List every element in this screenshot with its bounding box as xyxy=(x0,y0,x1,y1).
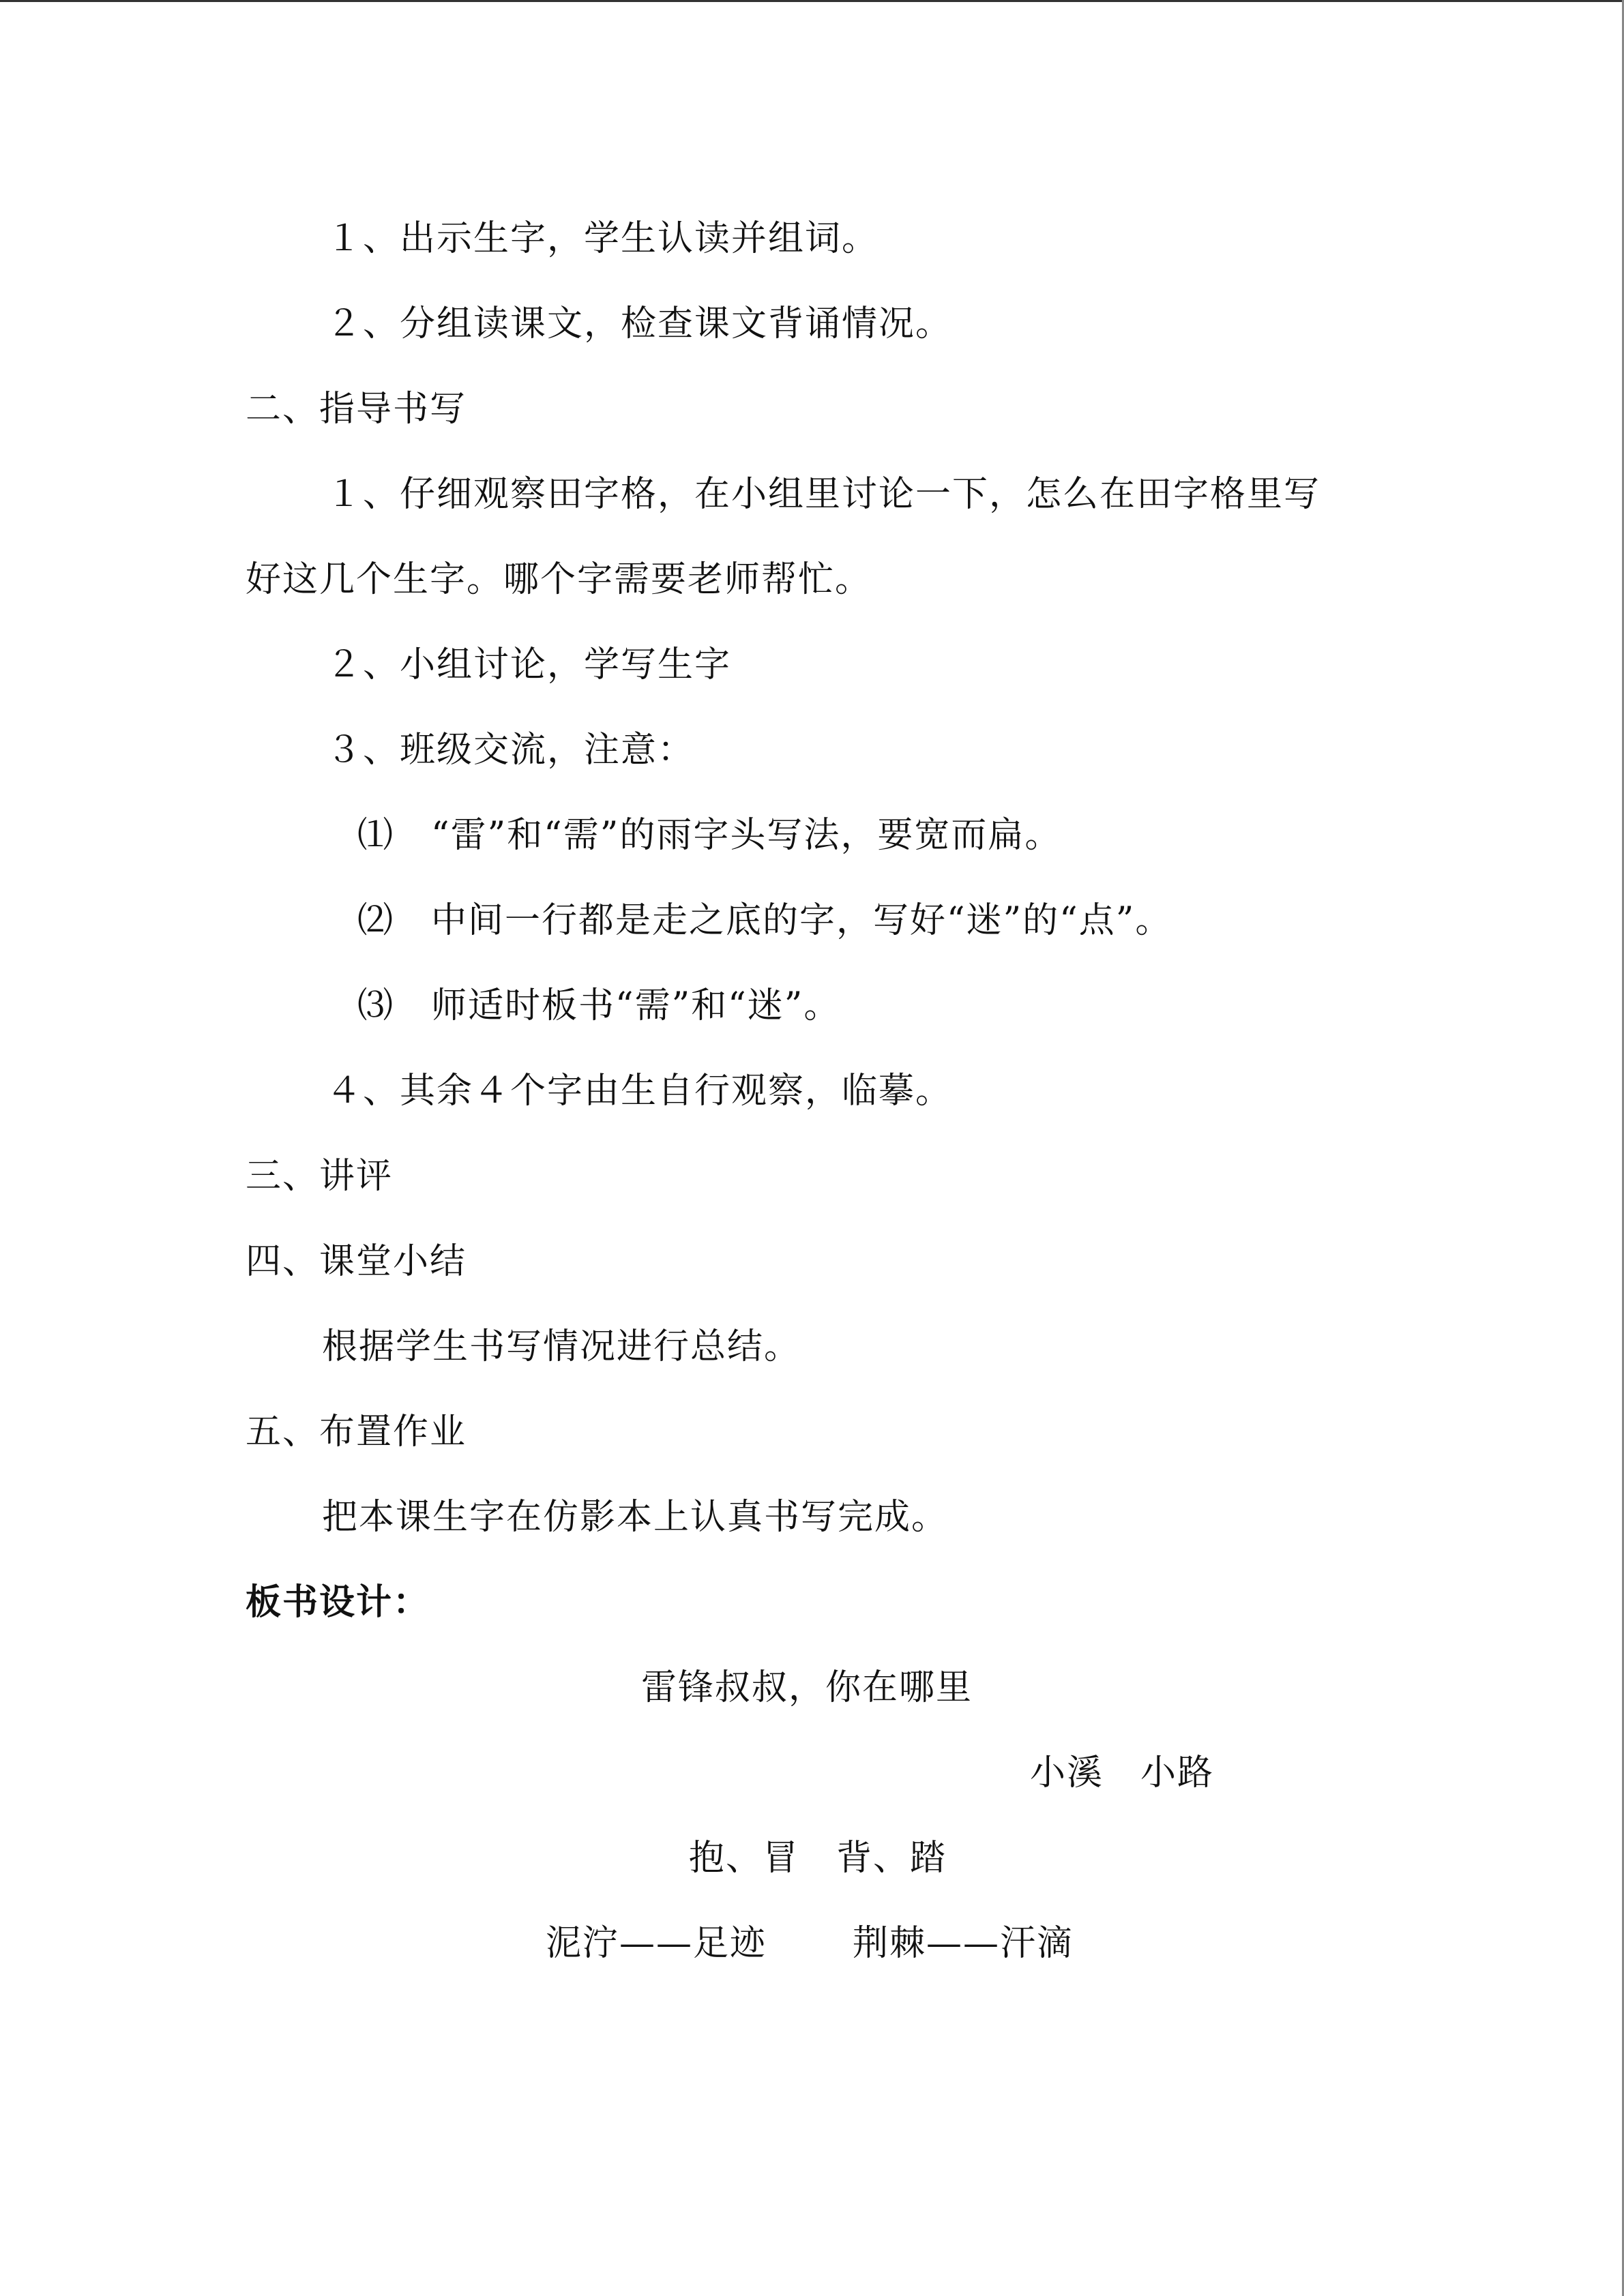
note-1-line: ⑴ “雷”和“需”的雨字头写法，要宽而扁。 xyxy=(357,815,1062,856)
board-places: 小溪 小路 xyxy=(1030,1753,1215,1793)
writing-step-2-line: ２、小组讨论，学写生字 xyxy=(326,644,732,685)
board-design-heading: 板书设计： xyxy=(246,1581,430,1623)
note-2-line: ⑵ 中间一行都是走之底的字，写好“迷”的“点”。 xyxy=(357,900,1172,941)
top-border xyxy=(0,0,1624,2)
step-1-line: １、出示生字，学生认读并组词。 xyxy=(326,218,879,259)
section-3-heading: 三、讲评 xyxy=(246,1156,394,1197)
writing-step-4-line: ４、其余４个字由生自行观察，临摹。 xyxy=(326,1071,953,1112)
writing-step-1-continued: 好这几个生字。哪个字需要老师帮忙。 xyxy=(246,559,872,600)
board-verbs: 抱、冒 背、踏 xyxy=(689,1838,947,1879)
section-2-heading: 二、指导书写 xyxy=(246,389,467,430)
writing-step-1-line: １、仔细观察田字格，在小组里讨论一下，怎么在田字格里写 xyxy=(326,474,1321,515)
homework-line: 把本课生字在仿影本上认真书写完成。 xyxy=(322,1497,949,1538)
summary-line: 根据学生书写情况进行总结。 xyxy=(322,1326,801,1367)
section-4-heading: 四、课堂小结 xyxy=(246,1241,467,1282)
board-pair-right: 荆棘——汗滴 xyxy=(853,1923,1074,1964)
section-5-heading: 五、布置作业 xyxy=(246,1412,467,1452)
board-pair-left: 泥泞——足迹 xyxy=(546,1923,767,1964)
note-3-line: ⑶ 师适时板书“需”和“迷”。 xyxy=(357,985,841,1026)
writing-step-3-line: ３、班级交流，注意： xyxy=(326,730,695,771)
step-2-line: ２、分组读课文，检查课文背诵情况。 xyxy=(326,303,953,344)
board-title: 雷锋叔叔，你在哪里 xyxy=(641,1667,973,1708)
